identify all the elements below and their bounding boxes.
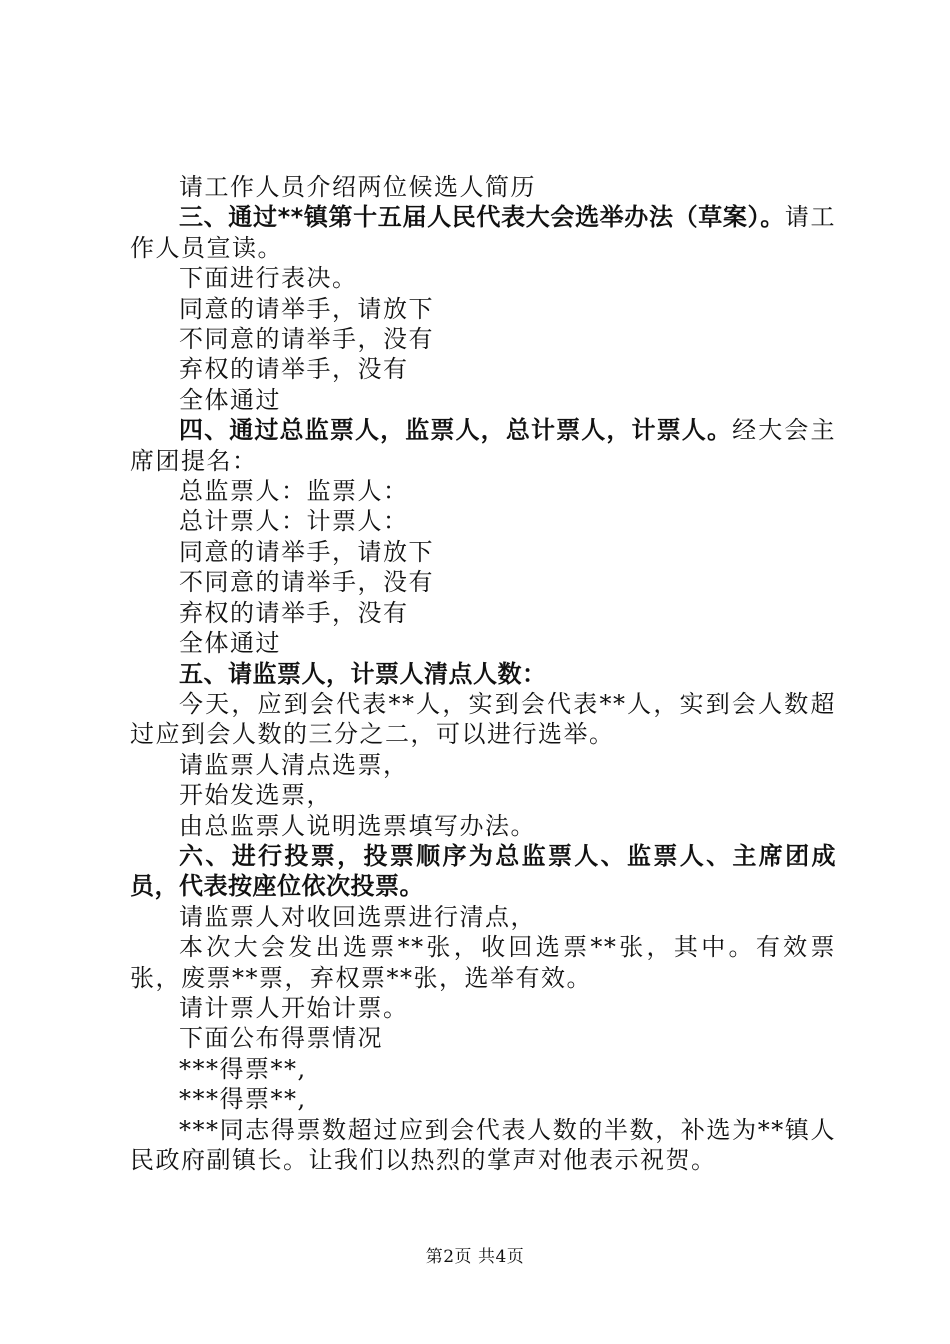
paragraph-nomination: 经大会主席团提名： [130,416,837,475]
paragraph-read-aloud: 请工作人员宣读。 [130,203,836,262]
paragraph-announce-results: 下面公布得票情况 [179,1024,383,1053]
paragraph-agree-2: 同意的请举手，请放下 [179,537,434,566]
document-body [130,172,836,1175]
paragraph-passed-2: 全体通过 [179,629,281,658]
paragraph-ballot-totals: 本次大会发出选票**张，收回选票**张，其中。有效票张，废票**票，弃权票**张，选举有效。 [130,933,836,992]
paragraph-disagree: 不同意的请举手，没有 [179,325,434,354]
paragraph-attendance: 今天，应到会代表**人，实到会代表**人，实到会人数超过应到会人数的三分之二，可以进行选举。 [130,689,836,749]
page-number-footer: 第2页 共4页 [425,1247,525,1267]
paragraph-vote-start: 下面进行表决。 [179,264,358,293]
heading-section-6: 六、进行投票，投票顺序为总监票人、监票人、主席团成员，代表按座位依次投票。 [130,841,836,901]
heading-section-4-text: 四、通过总监票人，监票人，总计票人，计票人。 [179,416,733,445]
paragraph-disagree-2: 不同意的请举手，没有 [179,568,434,597]
paragraph-abstain-2: 弃权的请举手，没有 [179,598,409,627]
paragraph-agree: 同意的请举手，请放下 [179,294,434,323]
paragraph-chief-counter: 总计票人：计票人： [179,507,409,536]
paragraph-ballot-instructions: 由总监票人说明选票填写办法。 [179,811,536,840]
paragraph-chief-scrutineer: 总监票人：监票人： [179,477,409,506]
paragraph-start-counting: 请计票人开始计票。 [179,993,409,1022]
paragraph-abstain: 弃权的请举手，没有 [179,355,409,384]
heading-section-3 [130,202,836,263]
paragraph-conclusion: ***同志得票数超过应到会代表人数的半数，补选为**镇人民政府副镇长。让我们以热烈的掌声对他表示祝贺。 [130,1115,836,1174]
heading-section-3-text: 三、通过**镇第十五届人民代表大会选举办法（草案）。 [179,203,785,232]
heading-section-5: 五、请监票人，计票人清点人数： [179,659,547,688]
paragraph-result-1: ***得票**, [179,1054,307,1083]
paragraph-count-ballots: 请监票人清点选票， [179,750,409,779]
paragraph-passed: 全体通过 [179,385,281,414]
paragraph-distribute-ballots: 开始发选票， [179,781,332,810]
paragraph-result-2: ***得票**, [179,1085,307,1114]
paragraph-intro-candidates: 请工作人员介绍两位候选人简历 [179,173,536,201]
heading-section-4 [130,415,836,476]
paragraph-collect-ballots: 请监票人对收回选票进行清点， [179,902,536,931]
